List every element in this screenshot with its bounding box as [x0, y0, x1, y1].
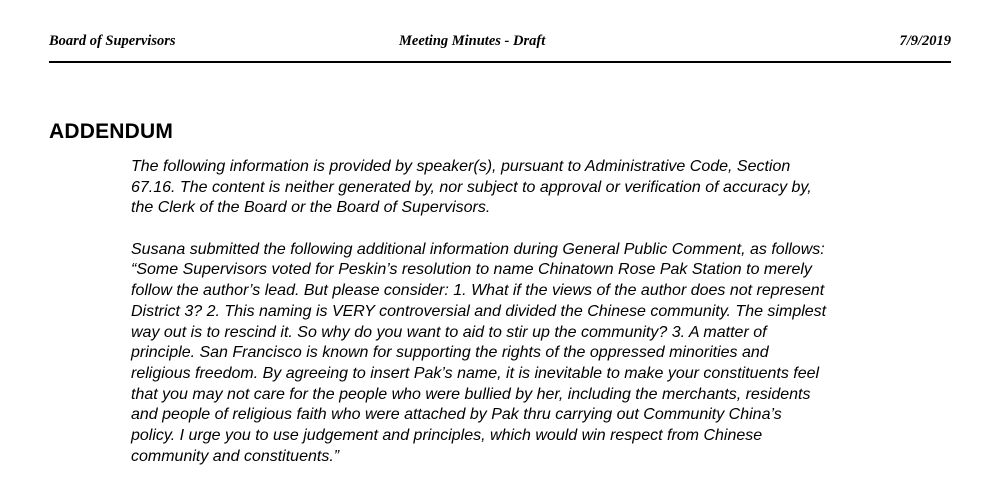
public-comment-paragraph: [131, 240, 931, 468]
page-header: [49, 33, 951, 53]
statement-line: Susana submitted the following additional information during General Public Comment, as follows:: [131, 240, 825, 258]
statement-line: follow the author’s lead. But please consider: 1. What if the views of the author does not represent: [131, 282, 825, 300]
statement-line: that you may not care for the people who were bullied by her, including the merchants, residents: [131, 385, 811, 403]
statement-line: policy. I urge you to use judgement and principles, which would win respect from Chinese: [131, 426, 763, 444]
header-document-title: Meeting Minutes - Draft: [399, 33, 546, 49]
header-date: 7/9/2019: [899, 33, 951, 49]
addendum-body: [131, 157, 931, 467]
intro-paragraph: [131, 157, 931, 219]
statement-line: community and constituents.”: [131, 447, 340, 465]
statement-line: and people of religious faith who were attached by Pak thru carrying out Community China’s: [131, 406, 782, 424]
paragraph-gap: [131, 219, 931, 240]
header-board-name: Board of Supervisors: [49, 33, 176, 49]
statement-line: religious freedom. By agreeing to insert Pak’s name, it is inevitable to make your constituents feel: [131, 364, 820, 382]
statement-line: way out is to rescind it. So why do you want to aid to stir up the community? 3. A matter of: [131, 323, 767, 341]
statement-line: District 3? 2. This naming is VERY controversial and divided the Chinese community. The simplest: [131, 302, 827, 320]
intro-line: The following information is provided by speaker(s), pursuant to Administrative Code, Section: [131, 158, 791, 175]
header-divider: [49, 61, 951, 63]
intro-line: the Clerk of the Board or the Board of Supervisors.: [131, 199, 491, 217]
intro-line: 67.16. The content is neither generated by, nor subject to approval or verification of accuracy by,: [131, 178, 812, 196]
statement-line: principle. San Francisco is known for supporting the rights of the oppressed minorities and: [131, 344, 769, 362]
section-title: ADDENDUM: [49, 120, 174, 143]
statement-line: “Some Supervisors voted for Peskin’s resolution to name Chinatown Rose Pak Station to merely: [131, 261, 812, 279]
